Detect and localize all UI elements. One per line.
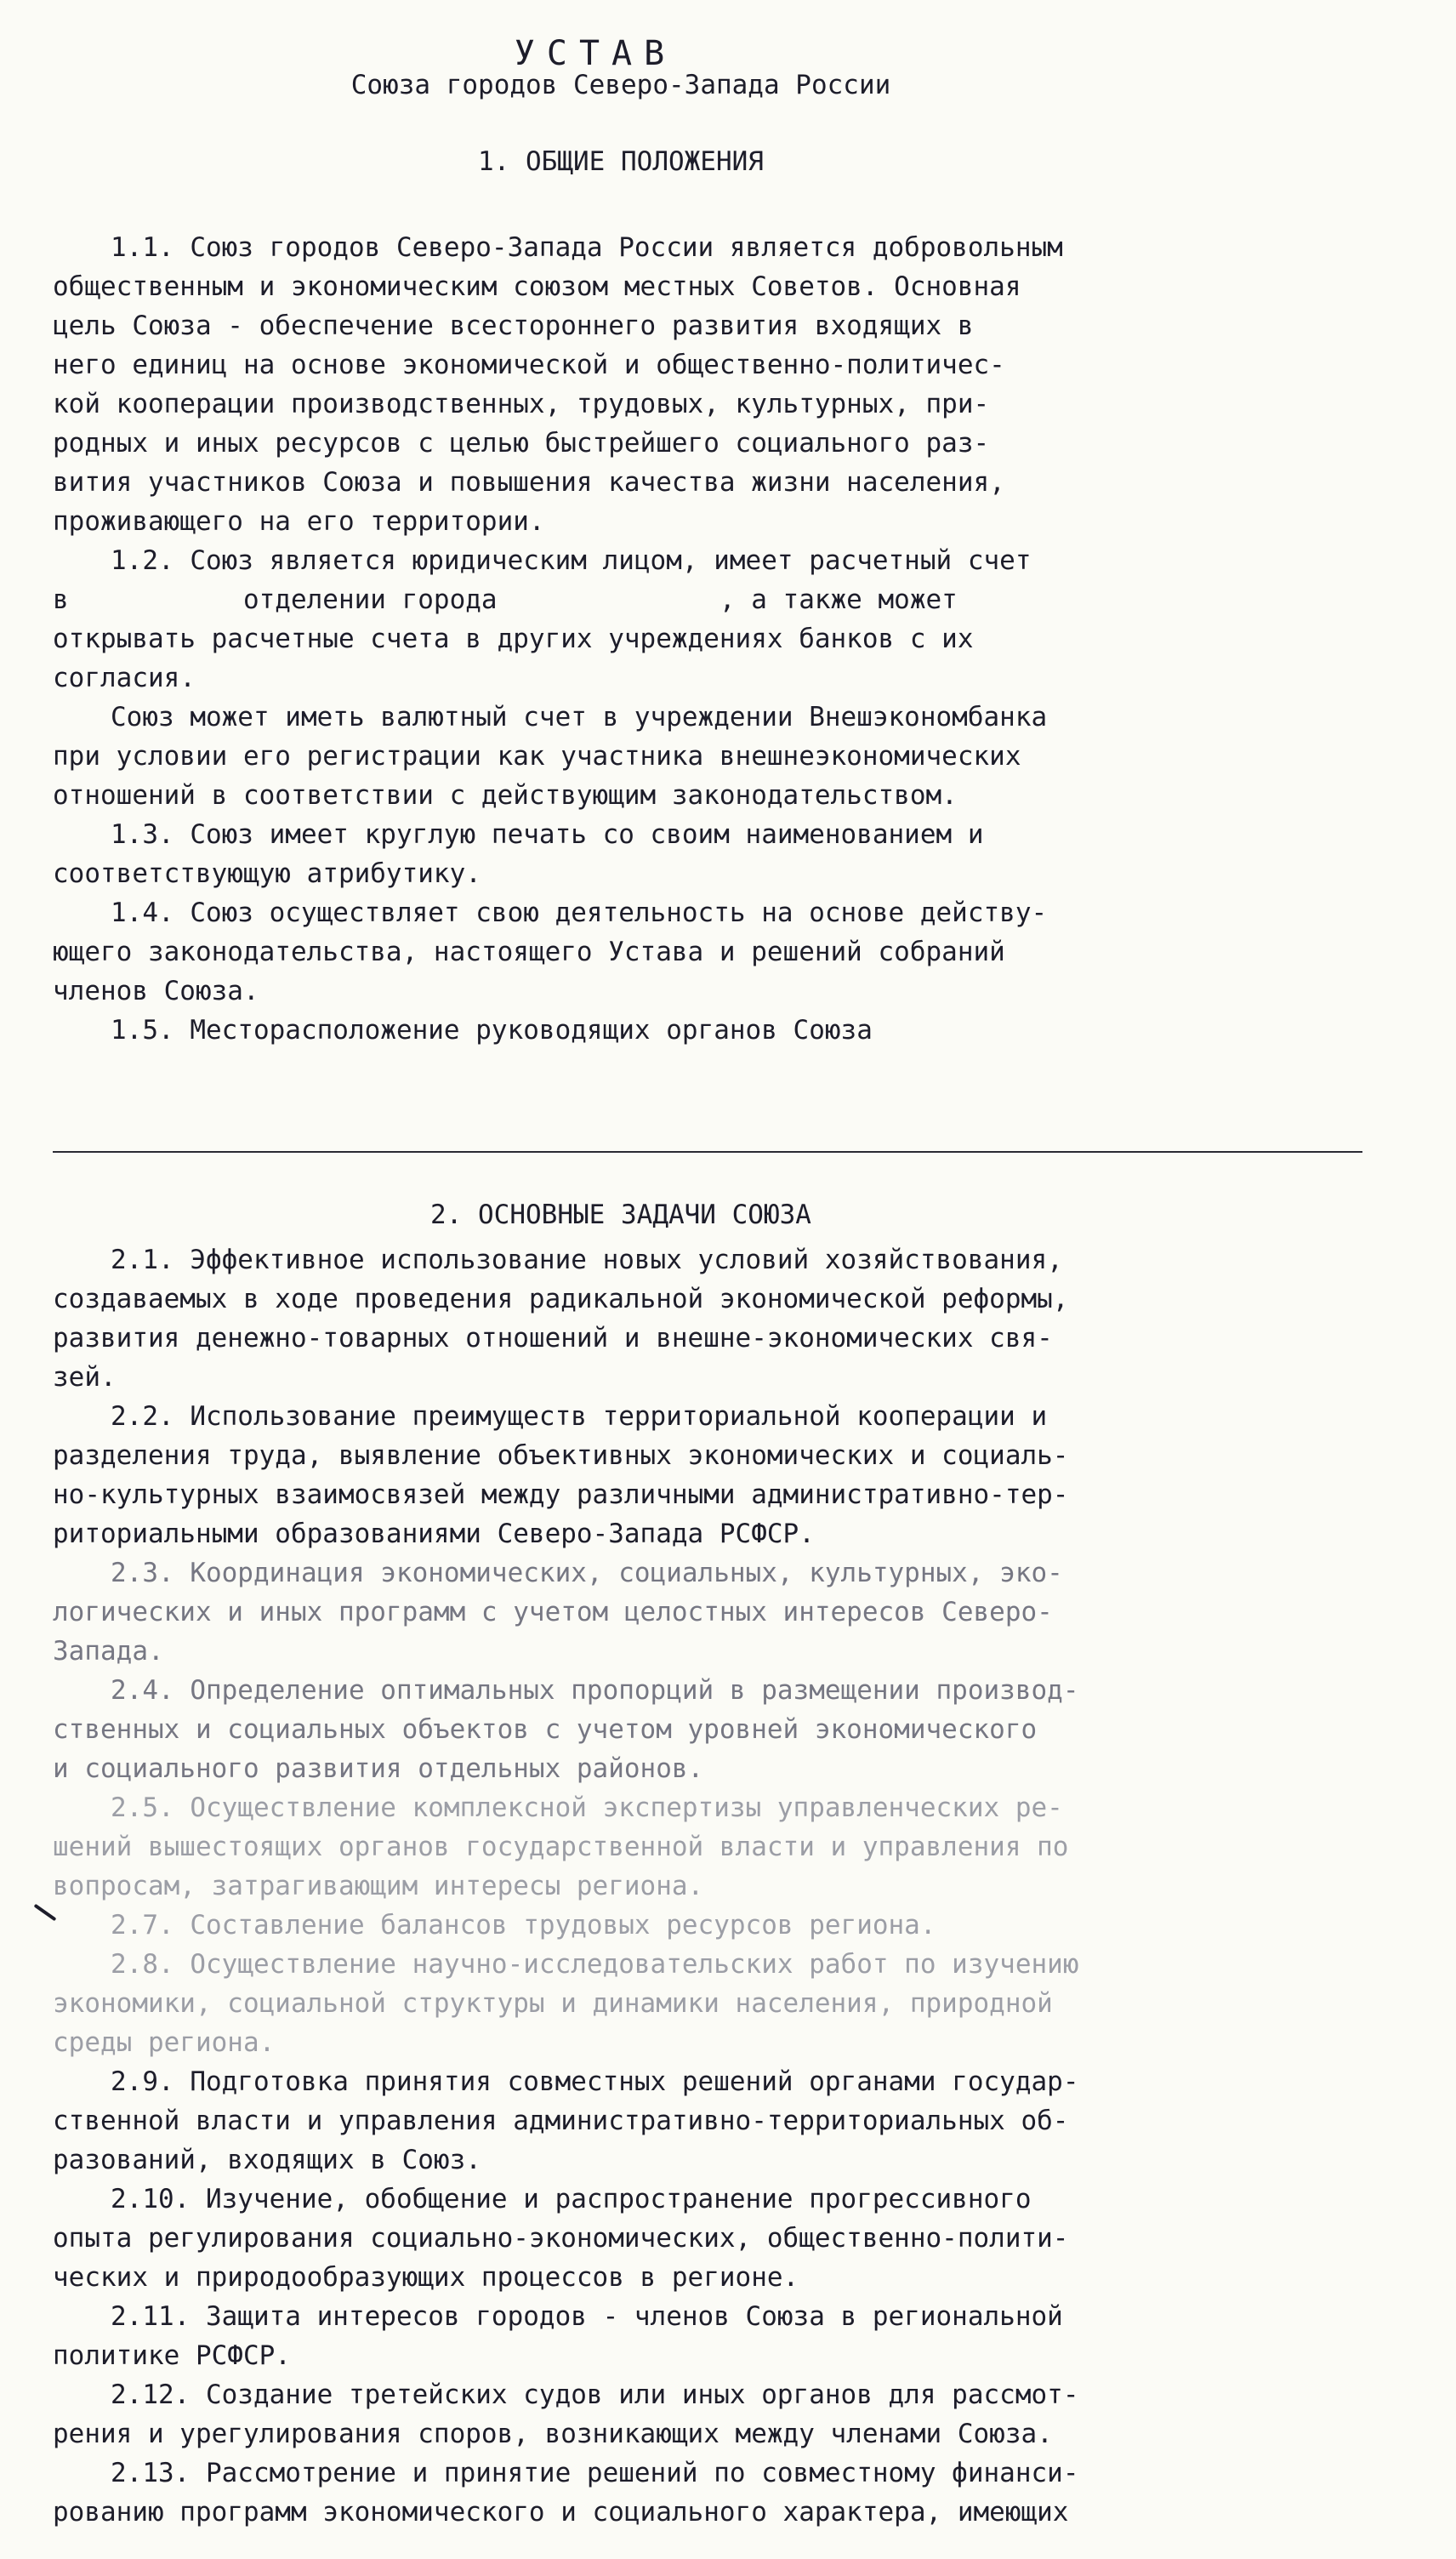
text-line: разделения труда, выявление объективных экономических и социаль- <box>53 1440 1069 1471</box>
text-line: 2.13. Рассмотрение и принятие решений по совместному финанси- <box>111 2458 1079 2488</box>
text-line: риториальными образованиями Северо-Запада РСФСР. <box>53 1519 815 1549</box>
text-line: 2.4. Определение оптимальных пропорций в размещении производ- <box>111 1675 1079 1706</box>
text-line: 2.11. Защита интересов городов - членов Союза в региональной <box>111 2301 1063 2332</box>
text-line: него единиц на основе экономической и общественно-политичес- <box>53 350 1005 380</box>
text-line: согласия. <box>53 663 196 693</box>
text-line: шений вышестоящих органов государственной власти и управления по <box>53 1832 1069 1862</box>
text-line: 2.3. Координация экономических, социальных, культурных, эко- <box>111 1558 1063 1588</box>
text-line: 2.7. Составление балансов трудовых ресурсов региона. <box>111 1910 936 1941</box>
text-line: Запада. <box>53 1636 164 1667</box>
text-line: в отделении города , а также может <box>53 584 958 615</box>
text-line: Союз может иметь валютный счет в учреждении Внешэкономбанка <box>111 702 1048 732</box>
text-line: 2.1. Эффективное использование новых условий хозяйствования, <box>111 1245 1063 1275</box>
text-line: общественным и экономическим союзом местных Советов. Основная <box>53 271 1021 302</box>
text-line: среды региона. <box>53 2027 276 2058</box>
text-line: при условии его регистрации как участника внешнеэкономических <box>53 741 1021 772</box>
text-line: ственной власти и управления административно-территориальных об- <box>53 2106 1069 2136</box>
text-line: вопросам, затрагивающим интересы региона. <box>53 1871 704 1901</box>
text-line: ственных и социальных объектов с учетом уровней экономического <box>53 1714 1038 1745</box>
text-line: ющего законодательства, настоящего Устава и решений собраний <box>53 937 1005 967</box>
text-line: цель Союза - обеспечение всестороннего развития входящих в <box>53 311 974 341</box>
section-2-heading: 2. ОСНОВНЫЕ ЗАДАЧИ СОЮЗА <box>430 1200 811 1230</box>
text-line: 2.12. Создание третейских судов или иных органов для рассмот- <box>111 2379 1079 2410</box>
section-1-heading: 1. ОБЩИЕ ПОЛОЖЕНИЯ <box>478 146 764 177</box>
text-line: 2.2. Использование преимуществ территориальной кооперации и <box>111 1401 1048 1432</box>
text-line: и социального развития отдельных районов. <box>53 1753 704 1784</box>
text-line: 1.3. Союз имеет круглую печать со своим наименованием и <box>111 819 984 850</box>
text-line: разований, входящих в Союз. <box>53 2145 481 2175</box>
text-line: проживающего на его территории. <box>53 506 545 537</box>
text-line: 1.1. Союз городов Северо-Запада России является добровольным <box>111 232 1063 263</box>
text-line: рения и урегулирования споров, возникающих между членами Союза. <box>53 2419 1053 2449</box>
text-line: рованию программ экономического и социального характера, имеющих <box>53 2497 1069 2528</box>
text-line: 1.5. Месторасположение руководящих органов Союза <box>111 1015 873 1046</box>
text-line: 2.10. Изучение, обобщение и распространение прогрессивного <box>111 2184 1032 2214</box>
text-line: 2.9. Подготовка принятия совместных решений органами государ- <box>111 2066 1079 2097</box>
text-line: 1.4. Союз осуществляет свою деятельность на основе действу- <box>111 898 1048 928</box>
text-line: развития денежно-товарных отношений и внешне-экономических свя- <box>53 1323 1053 1354</box>
text-line: 1.2. Союз является юридическим лицом, имеет расчетный счет <box>111 545 1032 576</box>
text-line: родных и иных ресурсов с целью быстрейшего социального раз- <box>53 428 990 459</box>
text-line: опыта регулирования социально-экономических, общественно-полити- <box>53 2223 1069 2254</box>
text-line: 2.5. Осуществление комплексной экспертизы управленческих ре- <box>111 1792 1063 1823</box>
text-line: открывать расчетные счета в других учреждениях банков с их <box>53 624 974 654</box>
text-line: соответствующую атрибутику. <box>53 858 481 889</box>
text-line: зей. <box>53 1362 117 1393</box>
section-divider <box>53 1151 1362 1153</box>
text-line: ческих и природообразующих процессов в регионе. <box>53 2262 799 2293</box>
text-line: логических и иных программ с учетом целостных интересов Северо- <box>53 1597 1053 1627</box>
text-line: но-культурных взаимосвязей между различными административно-тер- <box>53 1479 1069 1510</box>
text-line: кой кооперации производственных, трудовых, культурных, при- <box>53 389 990 419</box>
text-line: вития участников Союза и повышения качества жизни населения, <box>53 467 1005 498</box>
text-line: политике РСФСР. <box>53 2340 291 2371</box>
text-line: отношений в соответствии с действующим законодательством. <box>53 780 958 811</box>
text-line: создаваемых в ходе проведения радикальной экономической реформы, <box>53 1284 1069 1314</box>
text-line: членов Союза. <box>53 976 259 1006</box>
text-line: экономики, социальной структуры и динамики населения, природной <box>53 1988 1053 2019</box>
pen-mark <box>34 1904 57 1921</box>
text-line: 2.8. Осуществление научно-исследовательских работ по изучению <box>111 1949 1079 1980</box>
document-subtitle: Союза городов Северо-Запада России <box>350 70 891 100</box>
document-title: УСТАВ <box>514 34 677 73</box>
